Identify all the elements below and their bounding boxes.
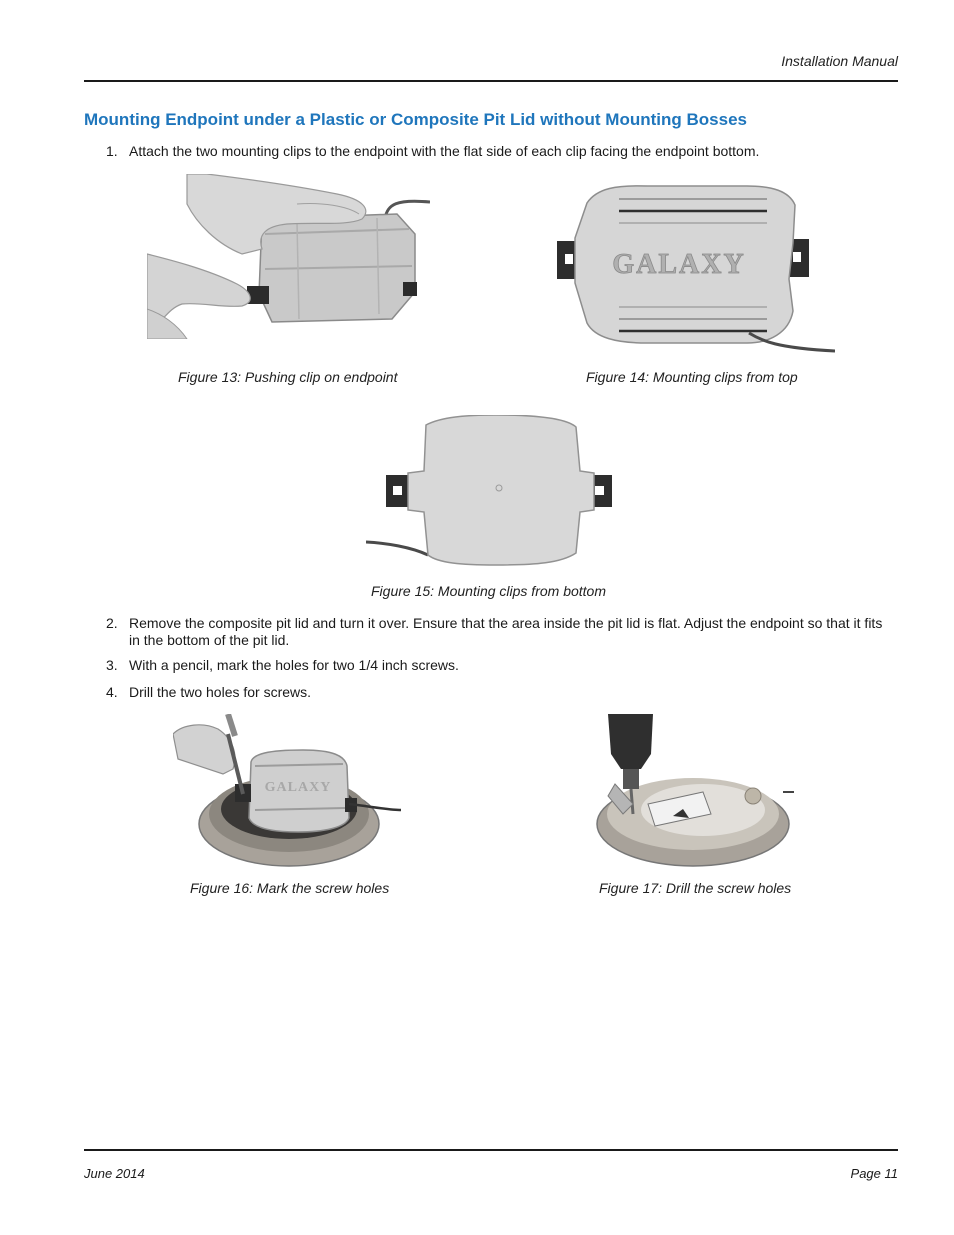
figure-15-photo bbox=[366, 415, 614, 567]
figure-16-caption: Figure 16: Mark the screw holes bbox=[190, 880, 390, 896]
step-text: Attach the two mounting clips to the endpoint with the flat side of each clip facing the endpoint bottom. bbox=[129, 143, 760, 159]
figure-16-photo bbox=[173, 714, 406, 867]
header-title: Installation Manual bbox=[781, 53, 898, 69]
header-rule bbox=[84, 80, 898, 82]
step-number: 4. bbox=[106, 684, 118, 700]
figure-13-caption: Figure 13: Pushing clip on endpoint bbox=[178, 369, 398, 385]
figure-17-caption: Figure 17: Drill the screw holes bbox=[599, 880, 792, 896]
step-text: Remove the composite pit lid and turn it over. Ensure that the area inside the pit lid is flat. Adjust the endpoint so that it fits in the bottom of the pit lid. bbox=[129, 615, 883, 648]
figure-14-photo bbox=[557, 183, 835, 358]
figure-13-photo bbox=[147, 174, 430, 339]
galaxy-logo-small: GALAXY bbox=[264, 780, 332, 795]
step-number: 3. bbox=[106, 657, 118, 673]
section-title: Mounting Endpoint under a Plastic or Composite Pit Lid without Mounting Bosses bbox=[84, 110, 747, 129]
figure-14-caption: Figure 14: Mounting clips from top bbox=[586, 369, 798, 385]
figure-17-photo bbox=[593, 714, 794, 867]
galaxy-logo: GALAXY bbox=[612, 249, 746, 280]
step-number: 2. bbox=[106, 615, 118, 631]
footer-page-number: Page 11 bbox=[850, 1166, 898, 1181]
step-text: Drill the two holes for screws. bbox=[129, 684, 312, 700]
footer-rule bbox=[84, 1149, 898, 1151]
footer-date: June 2014 bbox=[84, 1166, 145, 1181]
figure-15-caption: Figure 15: Mounting clips from bottom bbox=[371, 583, 606, 599]
step-text: With a pencil, mark the holes for two 1/4 inch screws. bbox=[129, 657, 459, 673]
step-number: 1. bbox=[106, 143, 118, 159]
